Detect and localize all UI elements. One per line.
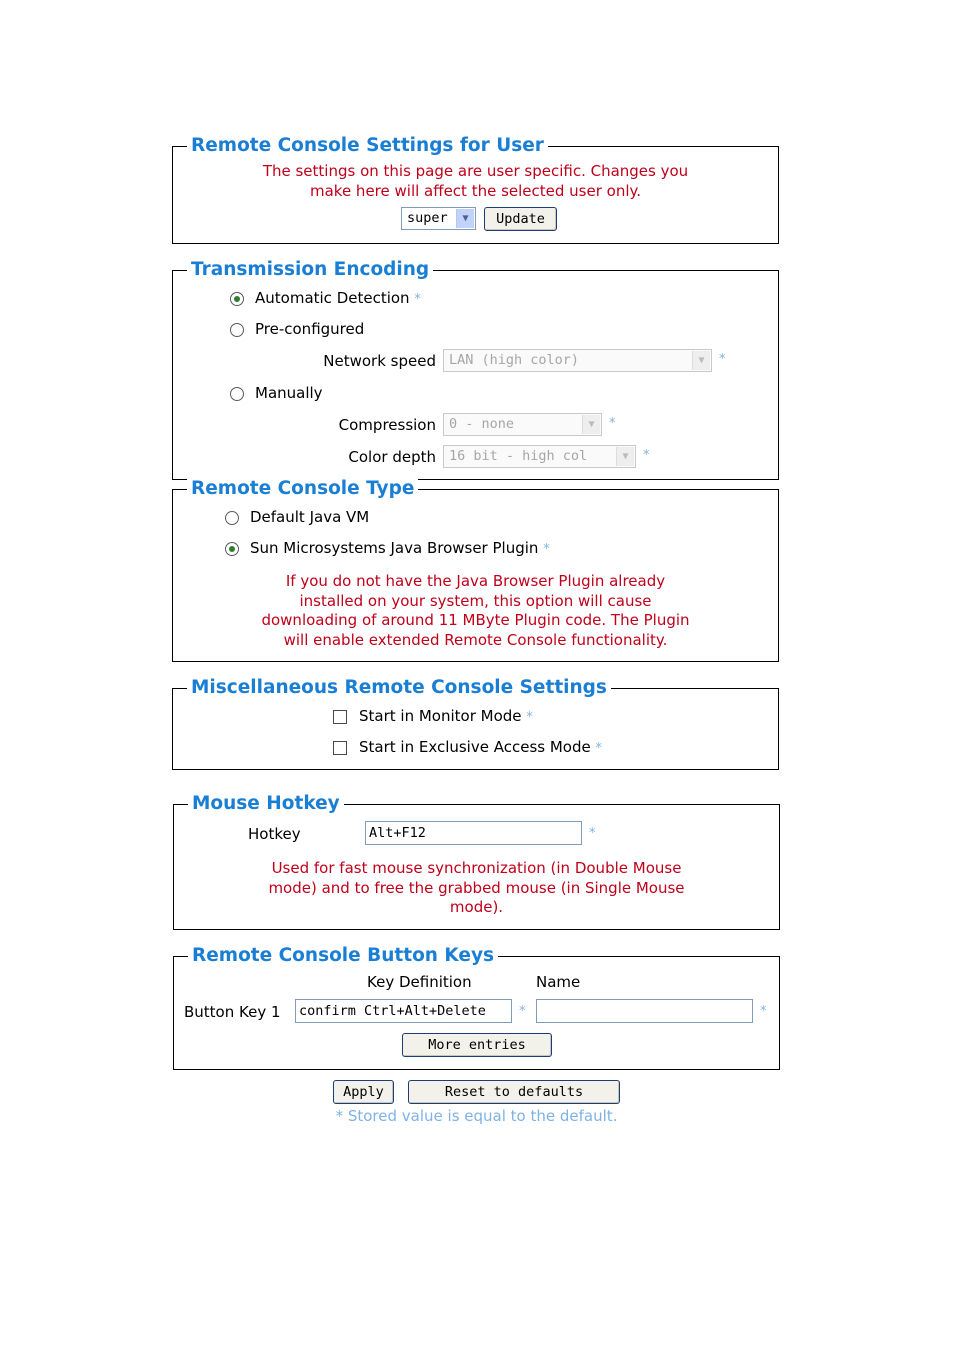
apply-button[interactable]: Apply xyxy=(333,1080,394,1104)
chevron-down-icon: ▼ xyxy=(616,447,634,466)
color-depth-select[interactable] xyxy=(443,445,636,468)
default-star-icon: * xyxy=(543,542,550,557)
default-java-vm-label: Default Java VM xyxy=(250,508,370,526)
notice-line-1: The settings on this page are user specific. Changes you xyxy=(262,162,689,180)
hotkey-input[interactable]: Alt+F12 xyxy=(365,821,582,845)
compression-value: 0 - none xyxy=(449,416,515,432)
manually-radio[interactable] xyxy=(230,387,244,401)
preconfigured-label: Pre-configured xyxy=(255,320,365,338)
chevron-down-icon: ▼ xyxy=(582,415,600,434)
plugin-note-line-4: will enable extended Remote Console functionality. xyxy=(283,630,668,649)
hotkey-note-line-1: Used for fast mouse synchronization (in Double Mouse xyxy=(271,859,682,877)
chevron-down-icon: ▼ xyxy=(692,351,710,370)
monitor-mode-label: Start in Monitor Mode * xyxy=(359,707,533,725)
default-star-icon: * xyxy=(526,710,533,725)
console-type-section xyxy=(172,478,779,662)
console-type-title: Remote Console Type xyxy=(187,476,418,502)
plugin-note-line-3: downloading of around 11 MByte Plugin code. The Plugin xyxy=(261,611,690,629)
chevron-down-icon: ▼ xyxy=(456,209,474,228)
button-keys-section xyxy=(173,945,780,1070)
default-star-icon: * xyxy=(643,448,650,463)
more-entries-button[interactable]: More entries xyxy=(402,1033,552,1057)
exclusive-mode-label: Start in Exclusive Access Mode * xyxy=(359,738,602,756)
user-select[interactable] xyxy=(401,207,476,230)
auto-detection-radio[interactable] xyxy=(230,292,244,306)
user-settings-title: Remote Console Settings for User xyxy=(187,133,548,159)
misc-settings-title: Miscellaneous Remote Console Settings xyxy=(187,675,611,701)
button-keys-title: Remote Console Button Keys xyxy=(188,943,498,969)
transmission-encoding-section xyxy=(172,259,779,480)
plugin-note-line-2: installed on your system, this option will cause xyxy=(299,591,652,610)
java-plugin-radio[interactable] xyxy=(225,542,239,556)
mouse-hotkey-title: Mouse Hotkey xyxy=(188,791,344,817)
hotkey-note-line-3: mode). xyxy=(449,898,504,916)
compression-select[interactable] xyxy=(443,413,602,436)
name-header: Name xyxy=(536,973,581,991)
reset-defaults-button[interactable]: Reset to defaults xyxy=(408,1080,620,1104)
exclusive-mode-checkbox[interactable] xyxy=(333,741,347,755)
default-star-icon: * xyxy=(760,1004,767,1019)
default-star-icon: * xyxy=(589,826,596,841)
color-depth-label: Color depth xyxy=(348,448,436,466)
default-value-note: * Stored value is equal to the default. xyxy=(335,1107,618,1125)
monitor-mode-checkbox[interactable] xyxy=(333,710,347,724)
mouse-hotkey-section xyxy=(173,793,780,930)
network-speed-label: Network speed xyxy=(323,352,436,370)
plugin-note xyxy=(173,572,778,650)
hotkey-label: Hotkey xyxy=(248,825,301,843)
plugin-note-line-1: If you do not have the Java Browser Plugin already xyxy=(285,572,666,590)
hotkey-note-line-2: mode) and to free the grabbed mouse (in Single Mouse xyxy=(268,878,685,897)
network-speed-value: LAN (high color) xyxy=(449,352,580,368)
user-settings-section xyxy=(172,135,779,244)
java-plugin-label: Sun Microsystems Java Browser Plugin * xyxy=(250,539,550,557)
compression-label: Compression xyxy=(338,416,436,434)
color-depth-value: 16 bit - high col xyxy=(449,448,588,464)
auto-detection-label: Automatic Detection * xyxy=(255,289,421,307)
button-key-1-name-input[interactable] xyxy=(536,999,753,1023)
default-star-icon: * xyxy=(414,292,421,307)
manually-label: Manually xyxy=(255,384,323,402)
user-select-value: super xyxy=(407,210,448,226)
notice-line-2: make here will affect the selected user only. xyxy=(309,181,642,200)
hotkey-note xyxy=(174,859,779,918)
update-button[interactable]: Update xyxy=(484,207,557,231)
default-star-icon: * xyxy=(719,352,726,367)
network-speed-select[interactable] xyxy=(443,349,712,372)
key-definition-header: Key Definition xyxy=(367,973,472,991)
button-key-1-definition-input[interactable]: confirm Ctrl+Alt+Delete xyxy=(295,999,512,1023)
default-java-vm-radio[interactable] xyxy=(225,511,239,525)
transmission-encoding-title: Transmission Encoding xyxy=(187,257,433,283)
default-star-icon: * xyxy=(519,1004,526,1019)
default-star-icon: * xyxy=(609,416,616,431)
misc-settings-section xyxy=(172,677,779,770)
preconfigured-radio[interactable] xyxy=(230,323,244,337)
button-key-1-label: Button Key 1 xyxy=(184,1003,281,1021)
default-star-icon: * xyxy=(595,741,602,756)
user-settings-notice xyxy=(173,162,778,201)
